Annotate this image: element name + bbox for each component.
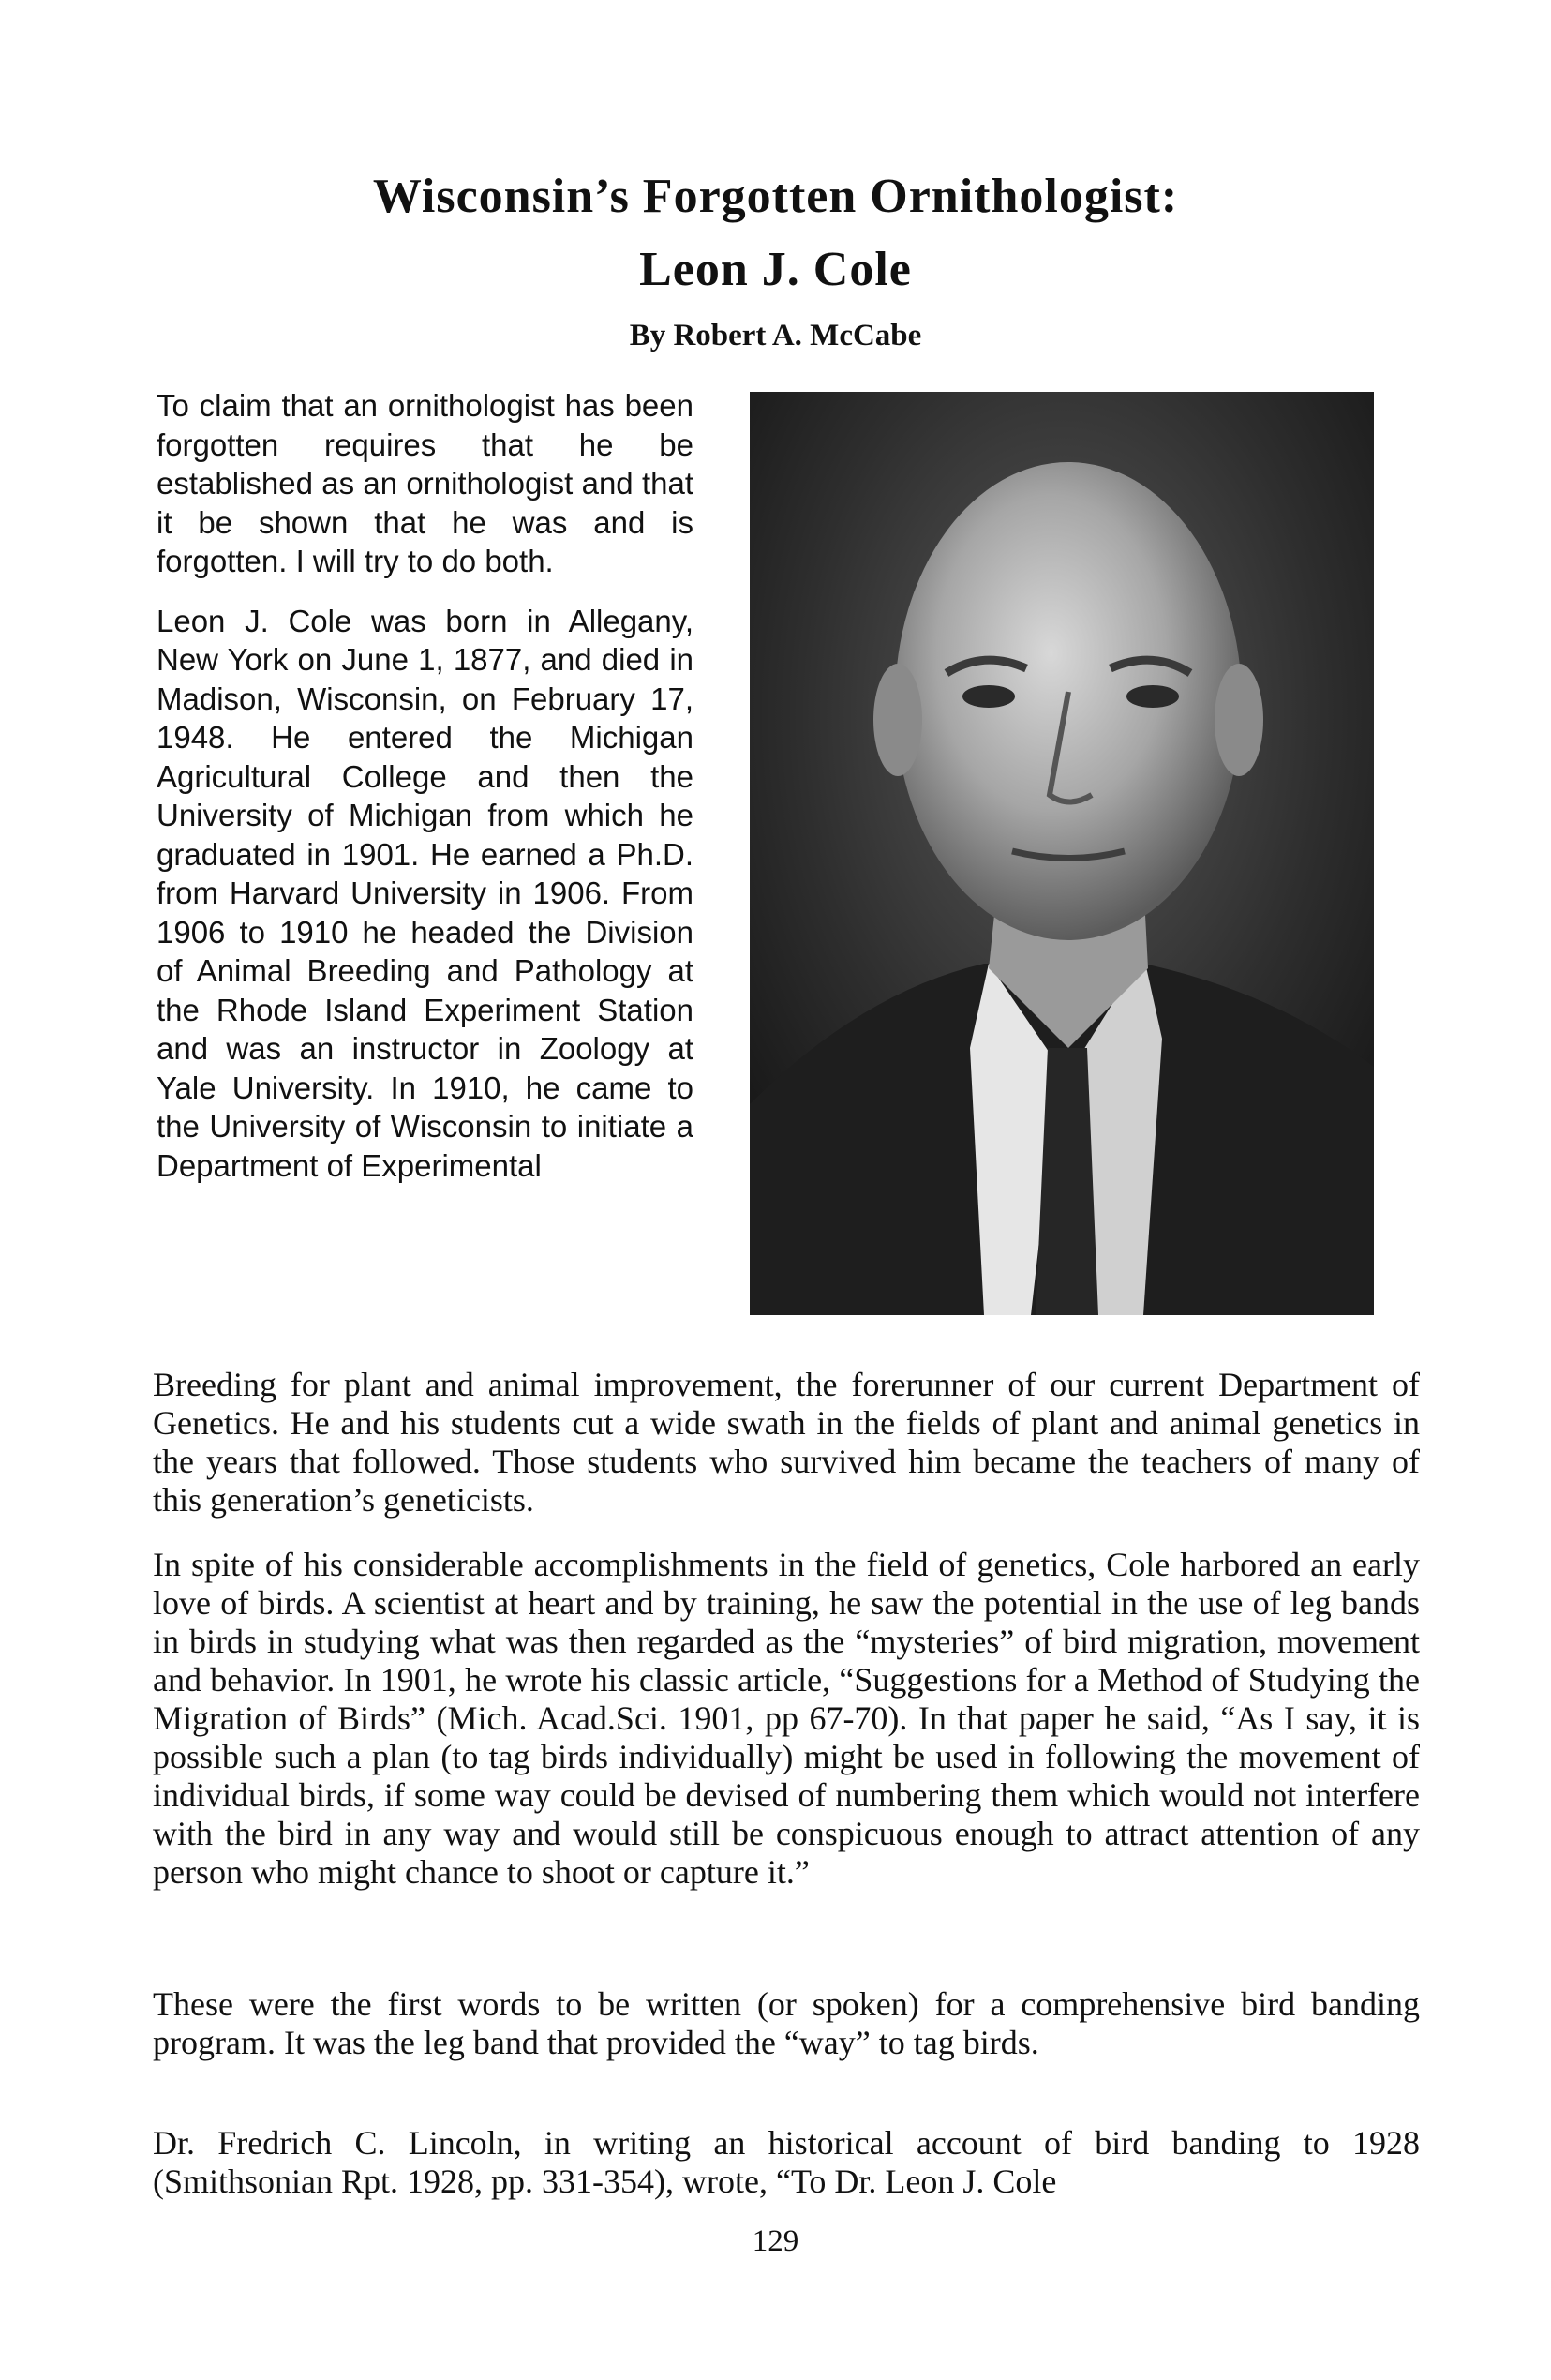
- paragraph-2-continued: Breeding for plant and animal improvement, the forerunner of our current Department of Genetics. He and his students cut a wide swath in the fields of plant and animal genetics in the years that followed. Those students who survived him became the teachers of many of this generation’s geneticists.: [153, 1366, 1420, 1519]
- paragraph-3: In spite of his considerable accomplishments in the field of genetics, Cole harbored an early love of birds. A scientist at heart and by training, he saw the potential in the use of leg bands in birds in studying what was then regarded as the “mysteries” of bird migration, movement and behavior. In 1901, he wrote his classic article, “Suggestions for a Method of Studying the Migration of Birds” (Mich. Acad.Sci. 1901, pp 67-70). In that paper he said, “As I say, it is possible such a plan (to tag birds individually) might be used in following the movement of individual birds, if some way could be devised of numbering them which would not interfere with the bird in any way and would still be conspicuous enough to attract attention of any person who might chance to shoot or capture it.”: [153, 1546, 1420, 1891]
- wrapped-text-column: [157, 386, 693, 1185]
- paragraph-4: These were the first words to be written (or spoken) for a comprehensive bird banding program. It was the leg band that provided the “way” to tag birds.: [153, 1985, 1420, 2061]
- article-byline: By Robert A. McCabe: [629, 319, 922, 352]
- article-title-line-1: Wisconsin’s Forgotten Ornithologist:: [372, 170, 1179, 223]
- paragraph-2-wrapped: Leon J. Cole was born in Allegany, New York on June 1, 1877, and died in Madison, Wisconsin, on February 17, 1948. He entered the Michigan Agricultural College and then the University of Michigan from which he graduated in 1901. He earned a Ph.D. from Harvard University in 1906. From 1906 to 1910 he headed the Division of Animal Breeding and Pathology at the Rhode Island Experiment Station and was an instructor in Zoology at Yale University. In 1910, he came to the University of Wisconsin to initiate a Department of Experimental: [157, 603, 693, 1183]
- page-number: 129: [752, 2224, 799, 2258]
- portrait-illustration: [750, 392, 1374, 1315]
- paragraph-5: Dr. Fredrich C. Lincoln, in writing an historical account of bird banding to 1928 (Smithsonian Rpt. 1928, pp. 331-354), wrote, “To Dr. Leon J. Cole: [153, 2124, 1420, 2200]
- paragraph-1: To claim that an ornithologist has been forgotten requires that he be established as an ornithologist and that it be shown that he was and is forgotten. I will try to do both.: [157, 388, 693, 578]
- article-title-line-2: Leon J. Cole: [639, 243, 912, 296]
- portrait-photo: [750, 392, 1374, 1315]
